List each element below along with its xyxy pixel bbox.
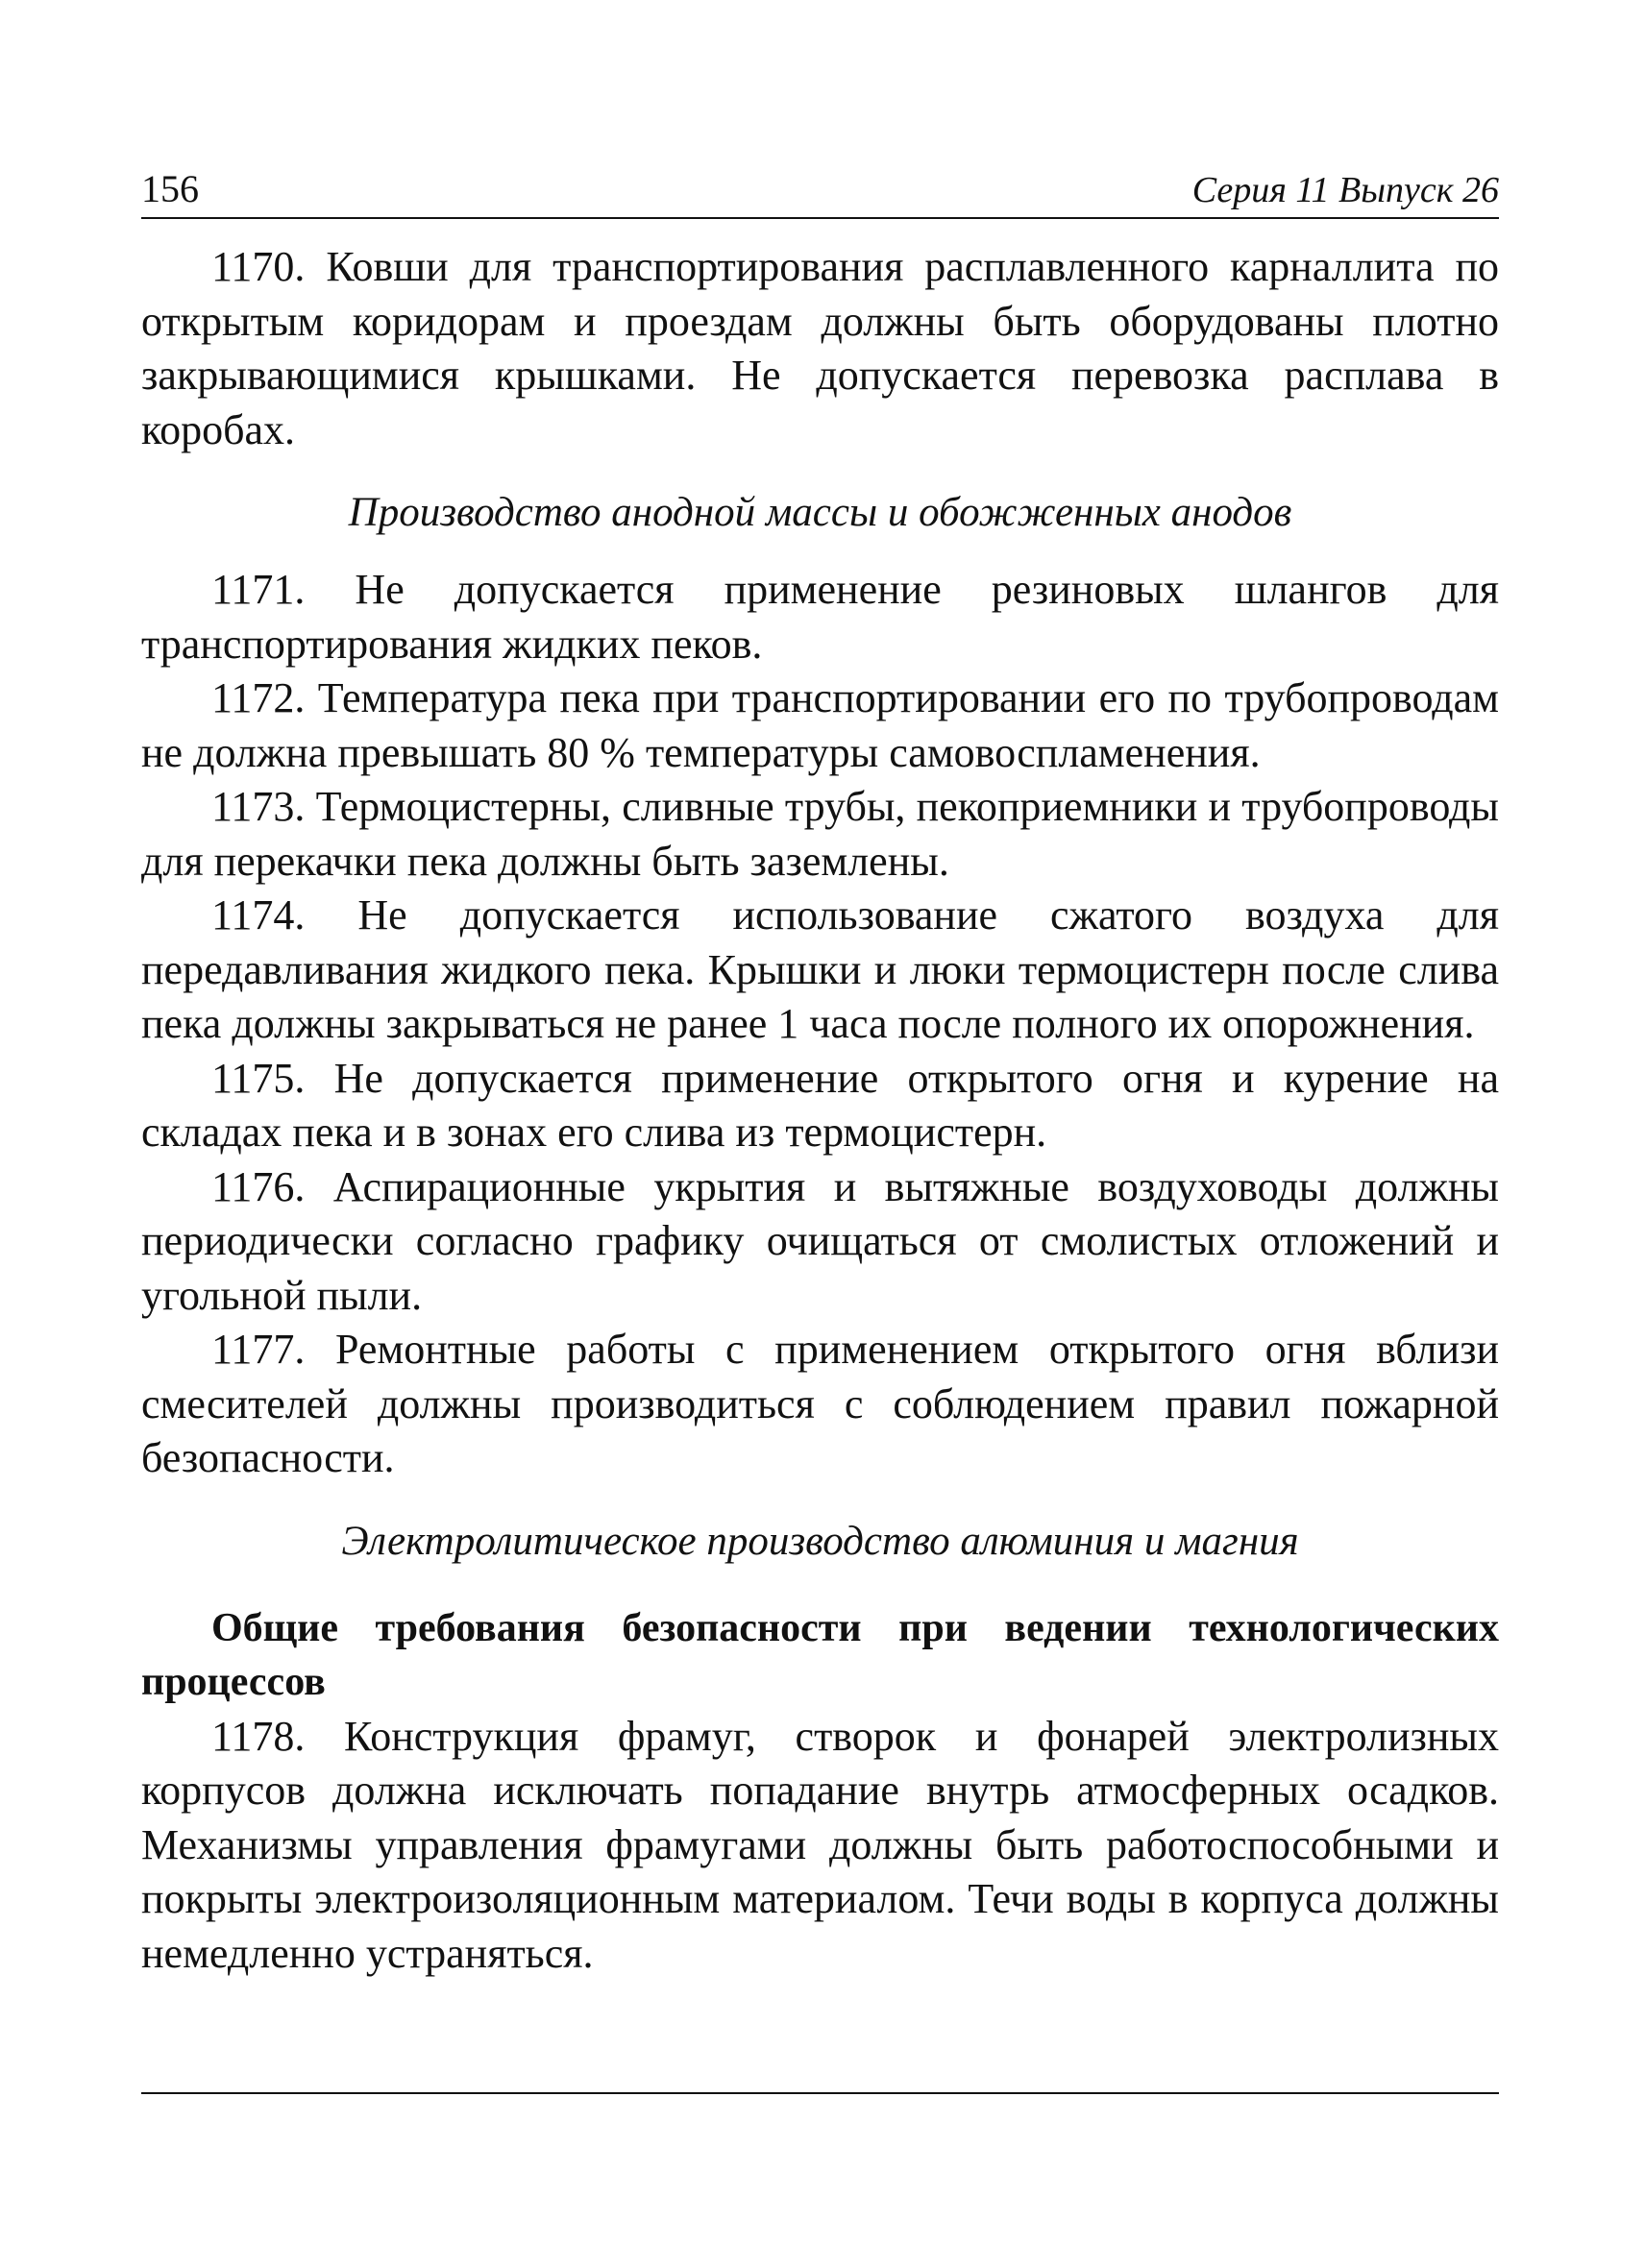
subsection-heading-general-requirements: Общие требования безопасности при ведении технологических процессов bbox=[141, 1605, 1499, 1704]
paragraph-1172: 1172. Температура пека при транспортировании его по трубопроводам не должна превышать 80 % температуры самовоспламенения. bbox=[141, 674, 1499, 776]
page-header bbox=[141, 161, 1499, 219]
paragraph-1170: 1170. Ковши для транспортирования расплавленного карналлита по открытым коридорам и проездам должны быть оборудованы плотно закрывающимися крышками. Не допускается перевозка расплава в коробах. bbox=[141, 243, 1499, 453]
paragraph-1176: 1176. Аспирационные укрытия и вытяжные воздуховоды должны периодически согласно графику очищаться от смолистых отложений и угольной пыли. bbox=[141, 1162, 1499, 1319]
paragraph-1173: 1173. Термоцистерны, сливные трубы, пекоприемники и трубопроводы для перекачки пека должны быть заземлены. bbox=[141, 783, 1499, 885]
series-title: Серия 11 Выпуск 26 bbox=[1191, 170, 1499, 210]
section-heading-electrolytic-production: Электролитическое производство алюминия и магния bbox=[341, 1518, 1299, 1564]
page-number: 156 bbox=[141, 167, 199, 210]
section-heading-anode-production: Производство анодной массы и обожженных анодов bbox=[348, 490, 1292, 535]
page-content bbox=[141, 219, 1499, 1981]
bottom-divider bbox=[141, 2092, 1499, 2094]
paragraph-1171: 1171. Не допускается применение резиновых шлангов для транспортирования жидких пеков. bbox=[141, 566, 1499, 668]
paragraph-1174: 1174. Не допускается использование сжатого воздуха для передавливания жидкого пека. Крышки и люки термоцистерн после слива пека должны закрываться не ранее 1 часа после полного их опорожнения. bbox=[141, 891, 1499, 1047]
document-page bbox=[141, 161, 1499, 1981]
paragraph-1177: 1177. Ремонтные работы с применением открытого огня вблизи смесителей должны производиться с соблюдением правил пожарной безопасности. bbox=[141, 1326, 1499, 1481]
paragraph-1178: 1178. Конструкция фрамуг, створок и фонарей электролизных корпусов должна исключать попадание внутрь атмосферных осадков. Механизмы управления фрамугами должны быть работоспособными и покрыты электроизоляционным материалом. Течи воды в корпуса должны немедленно устраняться. bbox=[141, 1712, 1499, 1977]
paragraph-1175: 1175. Не допускается применение открытого огня и курение на складах пека и в зонах его слива из термоцистерн. bbox=[141, 1054, 1499, 1156]
